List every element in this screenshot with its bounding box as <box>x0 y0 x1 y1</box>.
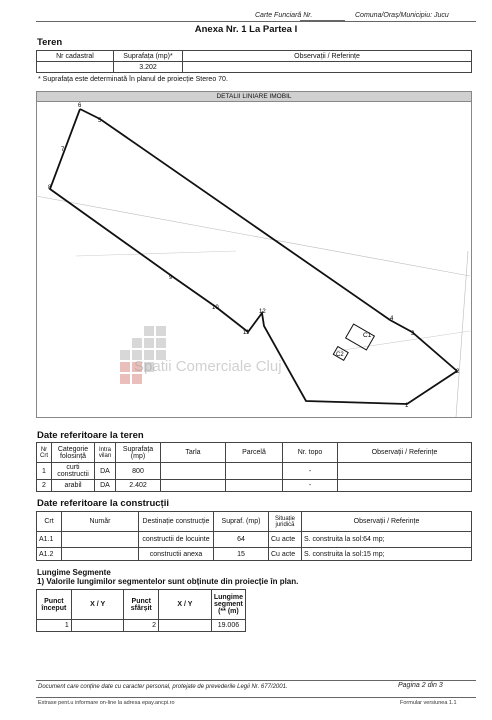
col-parcela: Parcelă <box>226 443 283 463</box>
vertex-label-11: 11 <box>243 330 250 336</box>
cell-intravilan: DA <box>95 463 116 480</box>
cell-parcela <box>226 480 283 492</box>
vertex-label-6: 6 <box>78 103 82 109</box>
page-number: Pagina 2 din 3 <box>398 682 443 689</box>
cell-topo: - <box>283 480 338 492</box>
table-row <box>37 532 472 548</box>
col-punct-inceput: Punct început <box>37 590 72 620</box>
header-rule <box>36 21 476 22</box>
cell-supraf: 15 <box>214 548 269 561</box>
col-categorie: Categorie folosință <box>52 443 95 463</box>
vertex-label-12: 12 <box>259 309 266 315</box>
col-crt: Crt <box>37 512 62 532</box>
col-observatii: Observații / Referințe <box>302 512 472 532</box>
cell-obs <box>338 463 472 480</box>
footer-rule-2 <box>36 697 476 698</box>
col-destinatie: Destinație construcție <box>139 512 214 532</box>
cell-nr: 1 <box>37 463 52 480</box>
vertex-label-10: 10 <box>212 305 219 311</box>
building-label-c2: C2 <box>336 352 344 358</box>
cell-xy-1 <box>71 620 124 632</box>
cell-numar <box>62 548 139 561</box>
footer-note: Document care conține date cu caracter personal, protejate de prevederile Legii Nr. 677/2001. <box>38 684 288 690</box>
col-nr-topo: Nr. topo <box>283 443 338 463</box>
col-punct-sfarsit: Punct sfârșit <box>124 590 159 620</box>
table-row <box>37 463 472 480</box>
col-suprafata: Suprafața (mp)* <box>114 51 183 62</box>
locality-label: Comuna/Oraș/Municipiu: Jucu <box>355 12 449 19</box>
footer-extras: Extrase pent.u informare on-line la adresa epay.ancpi.ro <box>38 700 175 706</box>
cell-obs: S. construita la sol:15 mp; <box>302 548 472 561</box>
col-intravilan: Intra vilan <box>95 443 116 463</box>
cell-tarla <box>161 480 226 492</box>
teren-table <box>36 50 472 73</box>
col-numar: Număr <box>62 512 139 532</box>
table-row <box>37 620 246 632</box>
cell-suprafata: 2.402 <box>116 480 161 492</box>
col-observatii: Observații / Referințe <box>183 51 472 62</box>
neighbour-line <box>456 251 468 417</box>
cell-topo: - <box>283 463 338 480</box>
cell-obs: S. construita la sol:64 mp; <box>302 532 472 548</box>
col-suprafata: Suprafața (mp) <box>116 443 161 463</box>
cell-nr: 2 <box>37 480 52 492</box>
teren-details-title: Date referitoare la teren <box>37 430 144 441</box>
cell-crt: A1.2 <box>37 548 62 561</box>
cell-supraf: 64 <box>214 532 269 548</box>
cell-situatie: Cu acte <box>269 548 302 561</box>
neighbour-line <box>336 331 470 351</box>
cell-xy-2 <box>159 620 212 632</box>
teren-details-table <box>36 442 472 492</box>
cell-start: 1 <box>37 620 72 632</box>
cell-categorie: curti constructii <box>52 463 95 480</box>
table-row <box>37 480 472 492</box>
vertex-label-2: 2 <box>456 369 460 375</box>
building-label-c1: C1 <box>363 332 372 339</box>
cell-parcela <box>226 463 283 480</box>
cell-suprafata: 3.202 <box>114 62 183 73</box>
plan-title: DETALII LINIARE IMOBIL <box>36 91 472 102</box>
vertex-label-7: 7 <box>61 147 65 153</box>
col-xy-2: X / Y <box>159 590 212 620</box>
cell-suprafata: 800 <box>116 463 161 480</box>
vertex-label-5: 5 <box>98 118 102 124</box>
cell-categorie: arabil <box>52 480 95 492</box>
vertex-label-9: 9 <box>169 275 173 281</box>
cell-destinatie: constructii anexa <box>139 548 214 561</box>
watermark-text: Spatii Comerciale Cluj <box>134 358 282 375</box>
col-xy-1: X / Y <box>71 590 124 620</box>
cell-numar <box>62 532 139 548</box>
teren-footnote: * Suprafața este determinată în planul de proiecție Stereo 70. <box>38 76 228 83</box>
watermark-logo <box>120 326 166 384</box>
constructii-table <box>36 511 472 561</box>
constructii-title: Date referitoare la construcții <box>37 498 169 509</box>
col-situatie: Situație juridică <box>269 512 302 532</box>
cell-destinatie: constructii de locuinte <box>139 532 214 548</box>
footer-formular: Formular versiunea 1.1 <box>400 700 457 706</box>
cell-situatie: Cu acte <box>269 532 302 548</box>
table-row <box>37 548 472 561</box>
col-observatii: Observații / Referințe <box>338 443 472 463</box>
segmente-subtitle: 1) Valorile lungimilor segmentelor sunt obținute din proiecție în plan. <box>37 577 299 586</box>
cell-crt: A1.1 <box>37 532 62 548</box>
carte-funciara-label: Carte Funciară Nr. <box>255 12 313 19</box>
neighbour-line <box>76 251 236 256</box>
teren-title: Teren <box>37 37 63 48</box>
annex-title: Anexa Nr. 1 La Partea I <box>194 24 298 35</box>
vertex-label-8: 8 <box>48 185 52 191</box>
footer-rule <box>36 680 476 681</box>
cell-tarla <box>161 463 226 480</box>
cell-nr-cadastral <box>37 62 114 73</box>
cell-obs <box>338 480 472 492</box>
vertex-label-3: 3 <box>411 331 415 337</box>
cell-observatii <box>183 62 472 73</box>
cell-intravilan: DA <box>95 480 116 492</box>
vertex-label-4: 4 <box>390 316 394 322</box>
col-supraf: Supraf. (mp) <box>214 512 269 532</box>
vertex-label-1: 1 <box>405 403 409 409</box>
col-tarla: Tarla <box>161 443 226 463</box>
segmente-table <box>36 589 246 632</box>
cell-end: 2 <box>124 620 159 632</box>
col-nr-crt: Nr Crt <box>37 443 52 463</box>
cell-lungime: 19.006 <box>211 620 245 632</box>
col-lungime: Lungime segment (** (m) <box>211 590 245 620</box>
neighbour-line <box>36 196 470 276</box>
col-nr-cadastral: Nr cadastral <box>37 51 114 62</box>
parcel-plan <box>36 101 470 417</box>
segmente-title: Lungime Segmente <box>37 568 111 577</box>
